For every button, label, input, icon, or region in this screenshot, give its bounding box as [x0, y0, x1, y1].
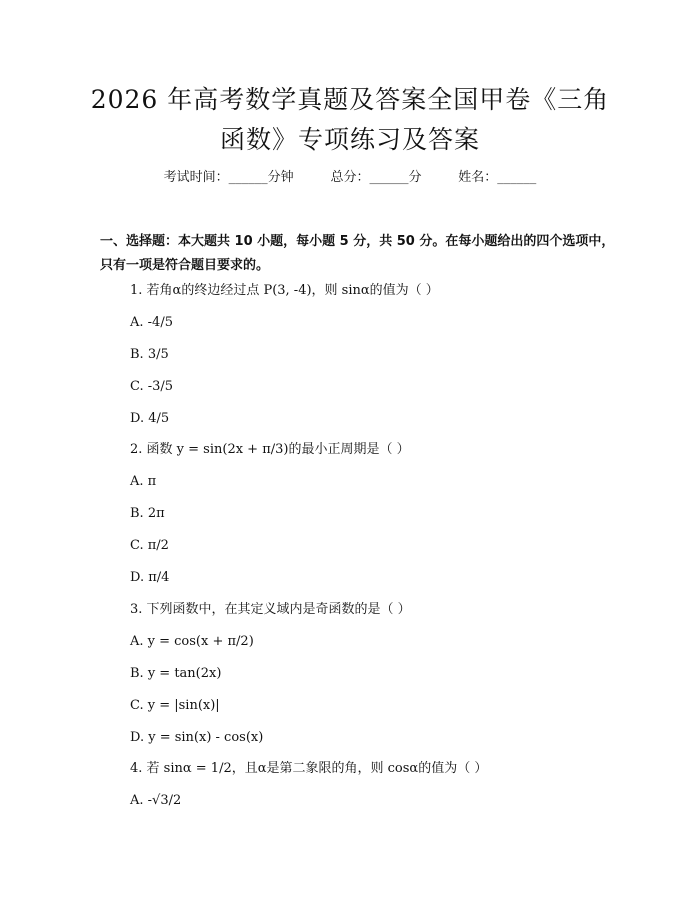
question-4-option-a: A. -√3/2 — [130, 793, 182, 808]
question-3-option-b: B. y = tan(2x) — [130, 666, 222, 681]
question-1: 1. 若角α的终边经过点 P(3, -4)，则 sinα的值为（ ） — [130, 283, 439, 298]
question-1-option-a: A. -4/5 — [130, 315, 173, 330]
question-2-option-b: B. 2π — [130, 506, 165, 521]
question-1-option-b: B. 3/5 — [130, 347, 169, 362]
question-3-option-d: D. y = sin(x) - cos(x) — [130, 730, 264, 745]
document-title — [60, 80, 640, 160]
exam-time: 考试时间：______分钟 — [163, 170, 294, 185]
question-3-option-c: C. y = |sin(x)| — [130, 698, 220, 713]
exam-name: 姓名：______ — [458, 170, 537, 185]
section-heading: 一、选择题：本大题共 10 小题，每小题 5 分，共 50 分。在每小题给出的四个选项中，只有一项是符合题目要求的。 — [100, 234, 615, 273]
question-1-option-d: D. 4/5 — [130, 411, 170, 426]
title-line-2: 函数》专项练习及答案 — [219, 125, 480, 154]
question-2: 2. 函数 y = sin(2x + π/3)的最小正周期是（ ） — [130, 442, 410, 457]
question-3-option-a: A. y = cos(x + π/2) — [130, 634, 254, 649]
exam-meta — [0, 168, 700, 188]
question-4: 4. 若 sinα = 1/2，且α是第二象限的角，则 cosα的值为（ ） — [130, 761, 488, 776]
question-1-option-c: C. -3/5 — [130, 379, 174, 394]
question-2-option-c: C. π/2 — [130, 538, 169, 553]
question-3: 3. 下列函数中，在其定义域内是奇函数的是（ ） — [130, 602, 411, 617]
question-2-option-d: D. π/4 — [130, 570, 170, 585]
exam-total-score: 总分：______分 — [330, 170, 422, 185]
question-2-option-a: A. π — [130, 474, 157, 489]
title-line-1: 2026 年高考数学真题及答案全国甲卷《三角 — [90, 85, 610, 114]
